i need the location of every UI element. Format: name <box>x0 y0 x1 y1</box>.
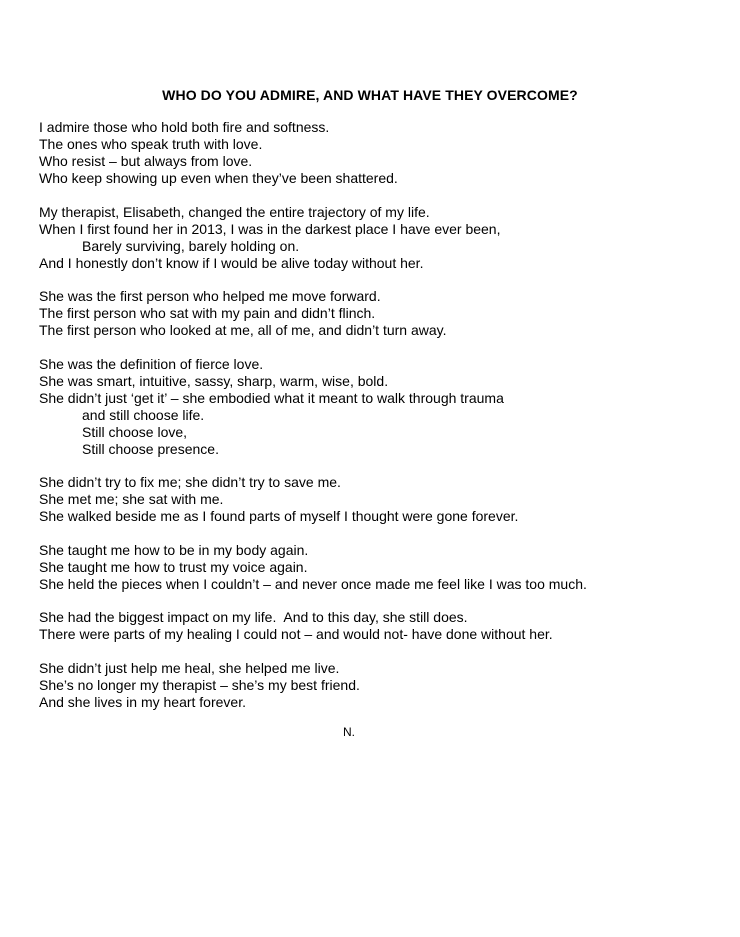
page-title: WHO DO YOU ADMIRE, AND WHAT HAVE THEY OVERCOME? <box>162 87 578 103</box>
stanza-4 <box>39 356 719 458</box>
stanza-8 <box>39 660 719 711</box>
poem-line: She was smart, intuitive, sassy, sharp, warm, wise, bold. <box>39 372 389 389</box>
poem-line: My therapist, Elisabeth, changed the entire trajectory of my life. <box>39 203 430 220</box>
stanza-5 <box>39 474 719 525</box>
poem-line: She had the biggest impact on my life. And to this day, she still does. <box>39 609 468 625</box>
poem-line-indented: and still choose life. <box>82 406 205 423</box>
stanza-2 <box>39 204 719 272</box>
poem-line: I admire those who hold both fire and softness. <box>39 119 330 135</box>
poem-line: She held the pieces when I couldn’t – and never once made me feel like I was too much. <box>39 575 587 592</box>
poem-line: She met me; she sat with me. <box>39 491 224 507</box>
poem-line-indented: Still choose presence. <box>82 440 219 457</box>
poem-line: She’s no longer my therapist – she’s my best friend. <box>39 676 360 693</box>
poem-line: She taught me how to be in my body again. <box>39 541 309 558</box>
poem-line: The first person who looked at me, all of me, and didn’t turn away. <box>39 322 447 338</box>
poem-line-indented: Barely surviving, barely holding on. <box>82 237 300 254</box>
poem-line: When I first found her in 2013, I was in the darkest place I have ever been, <box>39 220 501 237</box>
poem-line: She didn’t just help me heal, she helped me live. <box>39 659 340 676</box>
poem-line: And I honestly don’t know if I would be alive today without her. <box>39 254 424 271</box>
stanza-7 <box>39 609 719 643</box>
poem-line: She taught me how to trust my voice again. <box>39 558 308 575</box>
poem-line: She was the first person who helped me move forward. <box>39 288 381 304</box>
poem-body <box>39 119 719 727</box>
poem-line: She walked beside me as I found parts of myself I thought were gone forever. <box>39 508 519 524</box>
poem-line: There were parts of my healing I could not – and would not- have done without her. <box>39 626 553 642</box>
poem-line: The ones who speak truth with love. <box>39 136 263 152</box>
poem-line: And she lives in my heart forever. <box>39 693 246 710</box>
poem-line: Who keep showing up even when they’ve been shattered. <box>39 170 398 186</box>
poem-line: The first person who sat with my pain and didn’t flinch. <box>39 305 376 321</box>
stanza-3 <box>39 288 719 339</box>
stanza-6 <box>39 542 719 593</box>
poem-line: She was the definition of fierce love. <box>39 355 264 372</box>
poem-line: She didn’t try to fix me; she didn’t try to save me. <box>39 474 341 490</box>
poem-line-indented: Still choose love, <box>82 423 188 440</box>
author-signature: N. <box>343 725 355 739</box>
stanza-1 <box>39 119 719 187</box>
poem-line: She didn’t just ‘get it’ – she embodied what it meant to walk through trauma <box>39 389 504 406</box>
poem-line: Who resist – but always from love. <box>39 153 253 169</box>
